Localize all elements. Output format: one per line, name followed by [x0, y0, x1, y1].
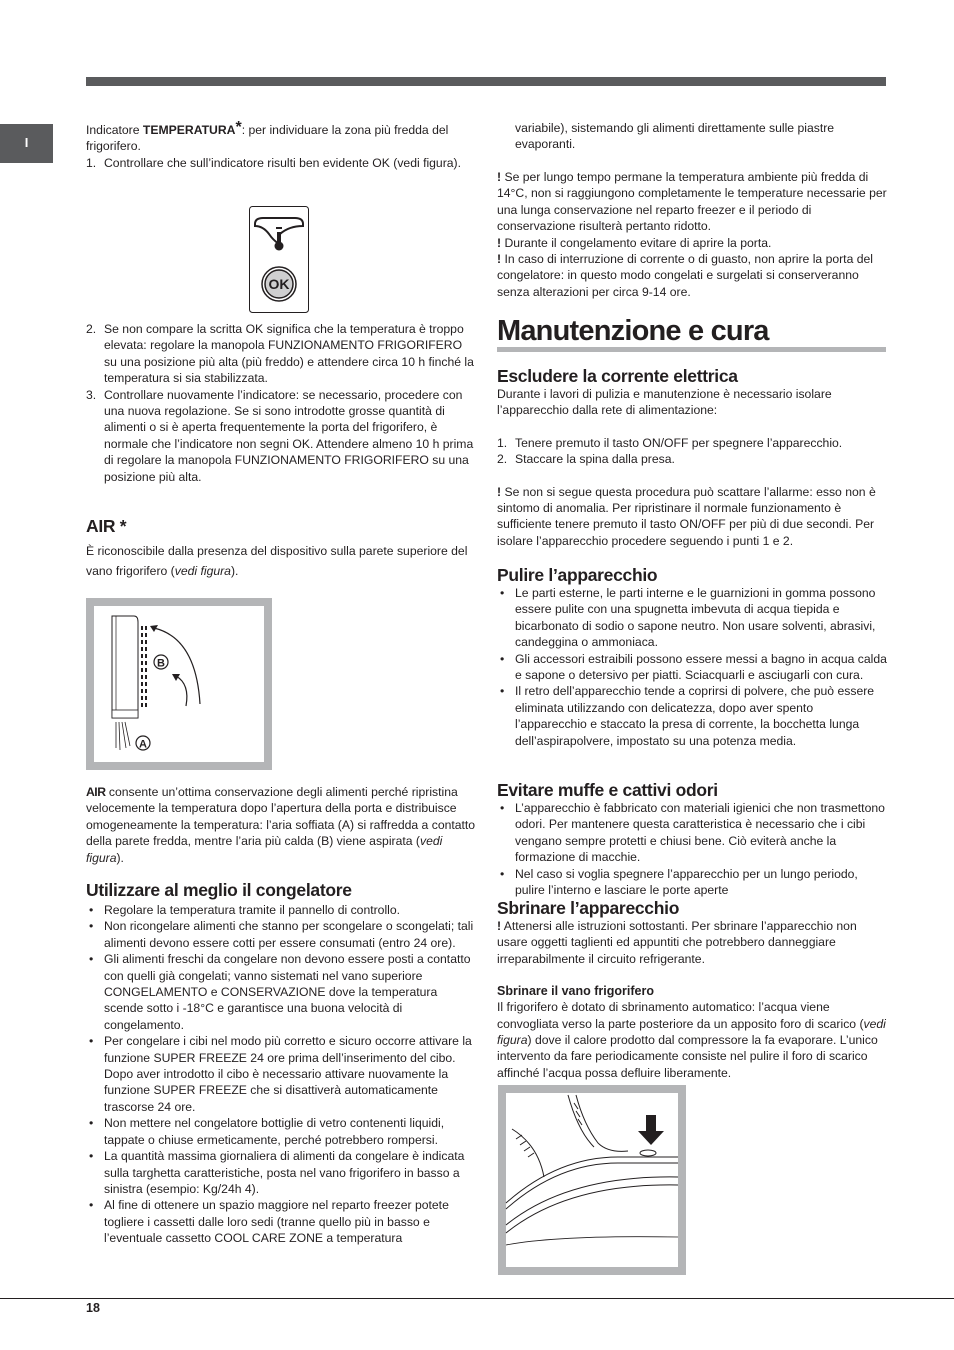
fridge-defrost-body: Il frigorifero è dotato di sbrinamento automatico: l’acqua viene convogliata verso la parte posteriore da un apposito foro di scarico (: [497, 1000, 864, 1031]
air-description: [86, 784, 476, 866]
ok-indicator-illustration: [249, 206, 309, 313]
clean-list: [497, 585, 887, 749]
step-text: Tenere premuto il tasto ON/OFF per spegnere l’apparecchio.: [515, 435, 843, 450]
fridge-defrost-body-end: ) dove il calore prodotto dal compressore la fa evaporare. L’unico intervento da fare periodicamente consiste nel pulire il foro di scarico affinché l’acqua possa defluire liberamente.: [497, 1033, 878, 1080]
freezer-warnings: [497, 169, 887, 300]
temperature-intro-rest: : per individuare la zona più fredda del frigorifero.: [86, 123, 449, 154]
temperature-step-3: [86, 387, 476, 485]
warning-mark: !: [497, 170, 502, 184]
air-intro-figure-ref: vedi figura: [174, 564, 231, 578]
warning-mark: !: [497, 484, 502, 499]
power-heading: Escludere la corrente elettrica: [497, 366, 738, 386]
page-number: 18: [86, 1301, 100, 1315]
language-tab: [0, 124, 53, 163]
main-heading-block: [497, 314, 887, 348]
temperature-label: TEMPERATURA: [142, 123, 236, 137]
temperature-step-1: [86, 155, 476, 171]
power-steps: [497, 435, 887, 468]
temperature-steps-b-block: [86, 321, 476, 485]
freezer-list: [86, 902, 476, 1247]
power-warning: [497, 484, 887, 550]
air-description-end: ).: [116, 850, 124, 865]
title-rule: [497, 347, 886, 352]
freezer-section: [86, 880, 476, 1247]
drain-hole-figure: [498, 1085, 686, 1275]
list-item: • Nel caso si voglia spegnere l’apparecchio per un lungo periodo, pulire l’interno e lasciare le porte aperte: [497, 866, 887, 899]
warning-3: [497, 251, 887, 300]
step-number: 1.: [497, 435, 508, 450]
power-step-1: [497, 435, 887, 451]
air-description-body: consente un’ottima conservazione degli alimenti perché ripristina velocemente la temperatura dopo l’apertura della porta e distribuisce omogeneamente la temperatura: l’aria soffiata (A) si raffredda a contatto della parete fredda, mentre l’aria più calda (B) viene aspirata (: [86, 785, 476, 849]
step-text: Staccare la spina dalla presa.: [515, 452, 675, 467]
step-text: Controllare che sull’indicatore risulti ben evidente OK (vedi figura).: [104, 155, 461, 170]
step-number: 3.: [86, 387, 97, 402]
air-logo: AIR: [86, 785, 106, 799]
defrost-heading: Sbrinare l’apparecchio: [497, 898, 680, 918]
mold-section: [497, 780, 887, 898]
drain-hole-illustration: [498, 1085, 686, 1275]
warning-1: [497, 169, 887, 235]
air-device-illustration: [86, 598, 272, 770]
list-item: • Non ricongelare alimenti che stanno per scongelare o scongelati; tali alimenti devono essere cotti per essere consumati (entro 24 ore).: [86, 918, 476, 951]
defrost-warning: [497, 918, 887, 967]
power-intro: Durante i lavori di pulizia e manutenzione è necessario isolare l’apparecchio dalla rete di alimentazione:: [497, 387, 832, 418]
air-section: [86, 516, 476, 581]
list-item: • Gli alimenti freschi da congelare non devono essere posti a contatto con quelli già congelati; vanno sistemati nel vano superiore CONGELAMENTO e CONSERVAZIONE dove la temperatura scende sotto i -18°C e garantisce una buona velocità di congelamento.: [86, 951, 476, 1033]
mold-list: [497, 800, 887, 898]
air-intro: [86, 541, 476, 581]
temperature-step-2: [86, 321, 476, 387]
step-number: 2.: [497, 452, 508, 467]
language-tab-label: I: [24, 135, 29, 151]
warning-text: Se per lungo tempo permane la temperatura ambiente più fredda di 14°C, non si raggiungono completamente le temperature necessarie per una lunga conservazione nel reparto freezer e il periodo di conservazione risulterà pertanto ridotto.: [497, 170, 887, 234]
air-heading: AIR *: [86, 516, 127, 536]
ok-indicator-figure: [249, 206, 309, 313]
air-device-figure: [86, 598, 272, 770]
bottom-rule: [0, 1298, 954, 1299]
temperature-steps-a: [86, 155, 476, 171]
defrost-section: [497, 898, 887, 1081]
list-item: • Non mettere nel congelatore bottiglie di vetro contenenti liquidi, tappate o chiuse ermeticamente, perché potrebbero rompersi.: [86, 1115, 476, 1148]
list-item: • Per congelare i cibi nel modo più corretto e sicuro occorre attivare la funzione SUPER FREEZE 24 ore prima dell’inserimento del cibo. Dopo aver introdotto il cibo è necessario attivare nuovamente la funzione SUPER FREEZE che si disattiverà automaticamente trascorse 24 ore.: [86, 1033, 476, 1115]
air-label-b: B: [157, 657, 165, 670]
ok-symbol: OK: [268, 276, 290, 292]
step-text: Se non compare la scritta OK significa che la temperatura è troppo elevata: regolare la manopola FUNZIONAMENTO FRIGORIFERO su una posizione più alta (più freddo) e attendere circa 10 h finché la temperatura si sia stabilizzata.: [104, 322, 474, 386]
continuation-text: [497, 120, 887, 153]
mold-heading: Evitare muffe e cattivi odori: [497, 780, 718, 800]
warning-mark: !: [497, 919, 502, 933]
step-number: 2.: [86, 322, 97, 336]
warning-text: Attenersi alle istruzioni sottostanti. Per sbrinare l’apparecchio non usare oggetti taglienti ed appuntiti che potrebbero danneggiare irreparabilmente il circuito refrigerante.: [497, 919, 857, 966]
air-intro-text: È riconoscibile dalla presenza del dispositivo sulla parete superiore del vano frigorifero (: [86, 544, 468, 578]
air-intro-end: ).: [230, 564, 239, 578]
top-rule: [86, 77, 886, 86]
step-text: Controllare nuovamente l’indicatore: se necessario, procedere con una nuova regolazione. Se si sono introdotte grosse quantità di alimenti o si è aperta frequentemente la porta del frigorifero, è normale che l’indicatore non segni OK. Attendere almeno 10 h prima di regolare la manopola FUNZIONAMENTO FRIGORIFERO su una posizione più alta.: [104, 387, 474, 484]
fridge-defrost-text: [497, 999, 887, 1081]
warning-2: [497, 235, 887, 251]
list-item: • Gli accessori estraibili possono essere messi a bagno in acqua calda e sapone o detersivo per piatti. Sciacquarli e asciugarli con cura.: [497, 651, 887, 684]
warning-text: Se non si segue questa procedura può scattare l’allarme: esso non è sintomo di anomalia. Per ripristinare il normale funzionamento è sufficiente tenere premuto il tasto ON/OFF per più di due secondi. Per isolare l’apparecchio procedere seguendo i punti 1 e 2.: [497, 484, 876, 548]
power-step-2: [497, 451, 887, 467]
warning-mark: !: [497, 235, 502, 250]
list-item: • L’apparecchio è fabbricato con materiali igienici che non trasmettono odori. Per mantenere questa caratteristica è necessario che i cibi vengano sempre protetti e chiusi bene. Ciò eviterà anche la formazione di macchie.: [497, 800, 887, 866]
air-description-text: [86, 784, 476, 866]
temperature-star: *: [235, 119, 242, 136]
clean-heading: Pulire l’apparecchio: [497, 565, 658, 585]
list-item: • Le parti esterne, le parti interne e le guarnizioni in gomma possono essere pulite con una spugnetta imbevuta di acqua tiepida e bicarbonato di sodio o sapone neutro. Non usare solventi, abrasivi, candeggina o ammoniaca.: [497, 585, 887, 651]
temperature-intro-text: [86, 120, 476, 155]
list-item: • Il retro dell’apparecchio tende a coprirsi di polvere, che può essere eliminata utilizzando con delicatezza, dopo aver spento l’apparecchio e staccato la presa di corrente, la bocchetta lunga dell’aspirapolvere, impostato su una potenza media.: [497, 683, 887, 749]
warning-text: In caso di interruzione di corrente o di guasto, non aprire la porta del congelatore: in questo modo congelati e surgelati si conserveranno senza alterazioni per circa 9-14 ore.: [497, 252, 874, 299]
fridge-defrost-figure-ref: vedi figura: [497, 1016, 886, 1048]
fridge-defrost-heading: Sbrinare il vano frigorifero: [497, 984, 654, 999]
step-number: 1.: [86, 155, 97, 170]
temperature-intro: [86, 120, 476, 171]
continuation-paragraph: variabile), sistemando gli alimenti direttamente sulle piastre evaporanti.: [515, 121, 835, 152]
list-item: • La quantità massima giornaliera di alimenti da congelare è indicata sulla targhetta caratteristiche, posta nel vano frigorifero in basso a sinistra (esempio: Kg/24h 4).: [86, 1148, 476, 1197]
list-item: • Al fine di ottenere un spazio maggiore nel reparto freezer potete togliere i cassetti dalle loro sedi (tranne quello più in basso e l’eventuale cassetto COOL CARE ZONE a temperatura: [86, 1197, 476, 1246]
temperature-steps-b: [86, 321, 476, 485]
page-title: Manutenzione e cura: [497, 315, 769, 347]
warning-text: Durante il congelamento evitare di aprire la porta.: [501, 235, 772, 250]
power-section: [497, 366, 887, 549]
freezer-heading: Utilizzare al meglio il congelatore: [86, 880, 352, 900]
clean-section: [497, 565, 887, 749]
temperature-intro-prefix: Indicatore: [86, 123, 143, 137]
warning-mark: !: [497, 252, 502, 267]
air-description-figure-ref: vedi figura: [86, 834, 443, 865]
air-label-a: A: [139, 738, 147, 751]
list-item: • Regolare la temperatura tramite il pannello di controllo.: [86, 902, 476, 918]
